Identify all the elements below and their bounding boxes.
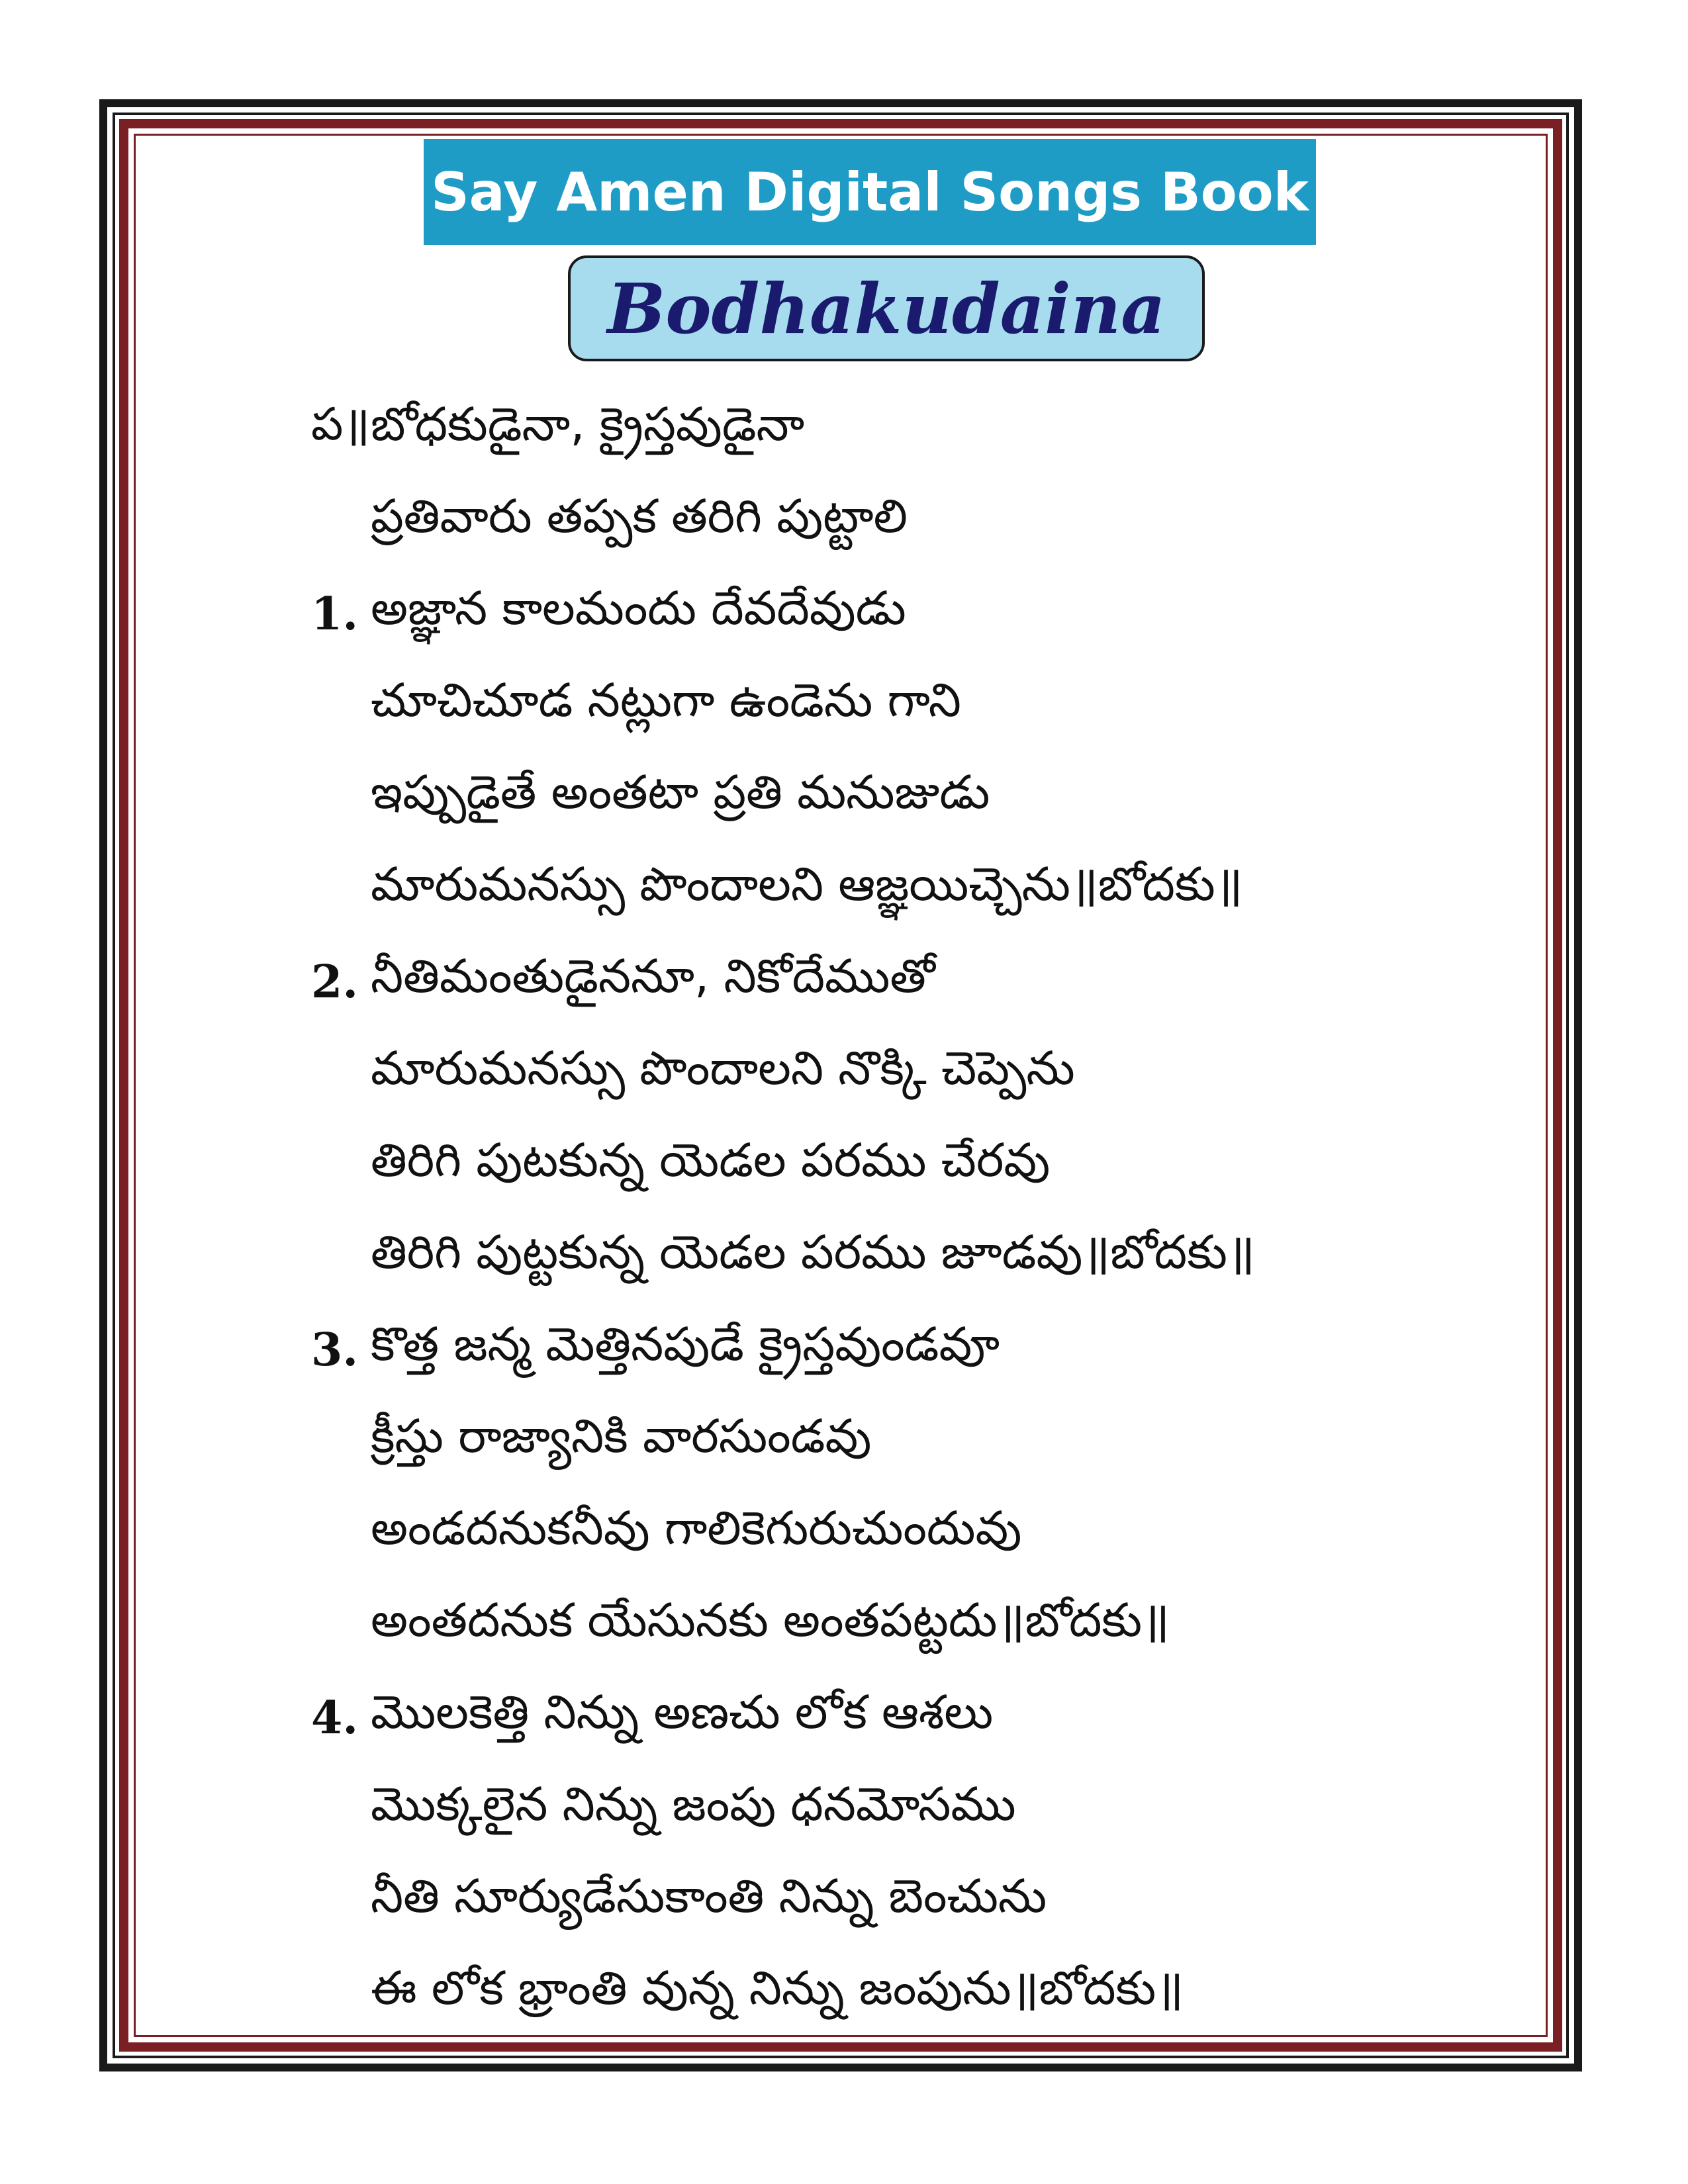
lyric-text: మారుమనస్సు పొందాలని నొక్కి చెప్పెను [371, 1041, 1075, 1095]
lyric-text: ఈ లోక భ్రాంతి వున్న నిన్ను జంపును॥బోదకు॥ [371, 1961, 1184, 2015]
lyric-text: అజ్ఞాన కాలమందు దేవదేవుడు [371, 581, 906, 635]
verse-line [311, 1120, 1470, 1212]
verse-line [311, 1304, 1470, 1396]
lyric-text: మారుమనస్సు పొందాలని ఆజ్ఞయిచ్చెను॥బోదకు॥ [371, 857, 1243, 911]
verse-number: 3. [311, 1323, 358, 1377]
verse-line [311, 1396, 1470, 1488]
verse-line [311, 1856, 1470, 1948]
verse-line [311, 844, 1470, 936]
verse-line [311, 1672, 1470, 1764]
lyric-text: తిరిగి పుటకున్న యెడల పరము చేరవు [371, 1133, 1051, 1187]
verse-line [311, 1948, 1470, 2040]
verse-line [311, 1028, 1470, 1120]
lyric-text: తిరిగి పుట్టకున్న యెడల పరము జూడవు॥బోదకు॥ [371, 1225, 1255, 1279]
book-title: Say Amen Digital Songs Book [431, 161, 1309, 223]
lyric-text: బోధకుడైనా, క్రైస్తవుడైనా [371, 397, 805, 451]
book-title-banner [424, 139, 1316, 245]
verse-number: 2. [311, 955, 358, 1009]
verse-number: 4. [311, 1691, 358, 1745]
verse-line [311, 660, 1470, 752]
lyric-text: మొలకెత్తి నిన్ను అణచు లోక ఆశలు [371, 1685, 994, 1739]
lyrics-body [311, 384, 1470, 2040]
verse-line [311, 1212, 1470, 1304]
lyric-text: నీతి సూర్యుడేసుకాంతి నిన్ను బెంచును [371, 1869, 1047, 1923]
lyric-text: అండదనుకనీవు గాలికెగురుచుందువు [371, 1501, 1022, 1555]
lyric-text: ఇప్పుడైతే అంతటా ప్రతి మనుజుడు [371, 765, 990, 819]
verse-line [311, 1580, 1470, 1672]
song-title: Bodhakudaina [607, 267, 1166, 349]
pallavi-line [311, 476, 1470, 568]
verse-line [311, 936, 1470, 1028]
lyric-text: కొత్త జన్మ మెత్తినపుడే క్రైస్తవుండవూ [371, 1317, 1000, 1371]
lyric-text: చూచిచూడ నట్లుగా ఉండెను గాని [371, 673, 961, 727]
lyric-text: అంతదనుక యేసునకు అంతపట్టదు॥బోదకు॥ [371, 1593, 1170, 1647]
lyric-text: ప్రతివారు తప్పక తరిగి పుట్టాలి [371, 489, 908, 543]
pallavi-marker: ప॥ [311, 398, 371, 451]
lyric-text: మొక్కలైన నిన్ను జంపు ధనమోసము [371, 1777, 1016, 1831]
verse-line [311, 568, 1470, 660]
verse-line [311, 752, 1470, 844]
lyric-text: క్రీస్తు రాజ్యానికి వారసుండవు [371, 1409, 872, 1463]
pallavi-line [311, 384, 1470, 476]
verse-number: 1. [311, 587, 358, 641]
lyric-text: నీతిమంతుడైననూ, నికోదేముతో [371, 949, 935, 1003]
song-title-box [568, 255, 1205, 361]
verse-line [311, 1764, 1470, 1856]
verse-line [311, 1488, 1470, 1580]
